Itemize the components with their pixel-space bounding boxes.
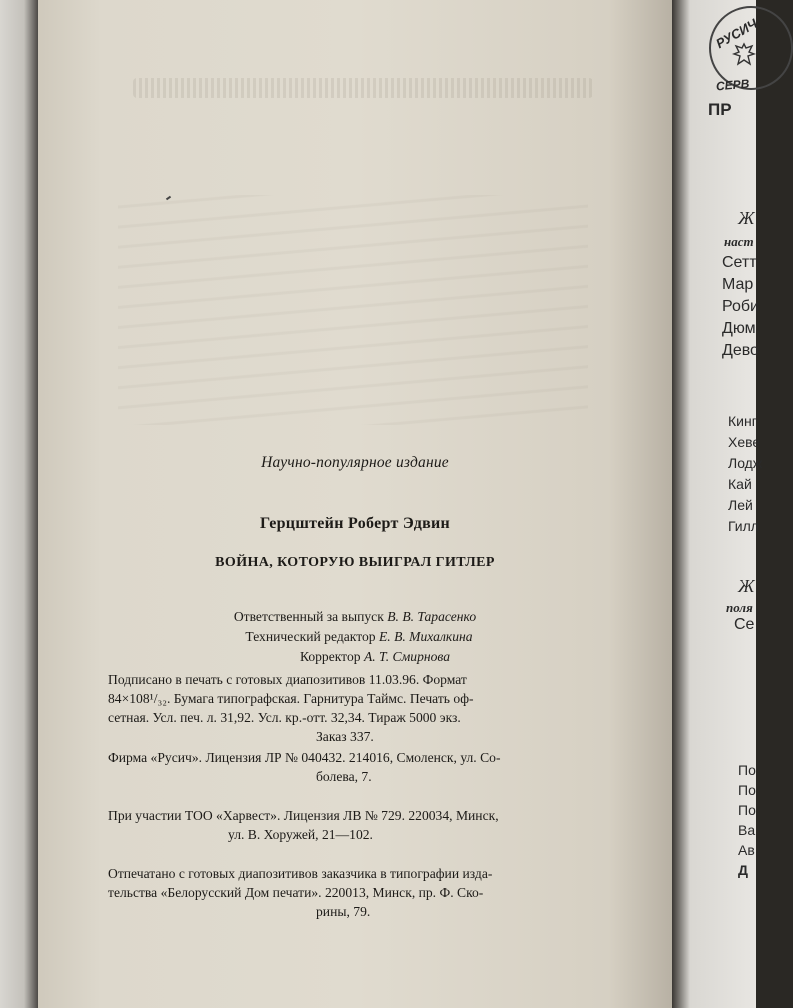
printed-info: Отпечатано с готовых диапозитивов заказчика в типографии изда- тельства «Белорусский Дом печати». 220013, Минск, пр. Ф. Ско- рины, 79. (108, 866, 493, 919)
list-item: По (738, 782, 756, 798)
list-item: Дюм (722, 320, 756, 337)
list-item: Гилл (728, 518, 759, 534)
section-label: Ж (738, 208, 755, 228)
next-page-edge (672, 0, 763, 1008)
list-item: Се (734, 616, 755, 633)
list-item: Кай (728, 476, 752, 492)
list-item: Кинг (728, 413, 757, 429)
section-sub: наст (724, 234, 754, 249)
participation-info: При участии ТОО «Харвест». Лицензия ЛВ № 729. 220034, Минск, ул. В. Хоружей, 21—102. (108, 808, 499, 842)
book-title: ВОЙНА, КОТОРУЮ ВЫИГРАЛ ГИТЛЕР (215, 555, 495, 570)
firm-info: Фирма «Русич». Лицензия ЛР № 040432. 214016, Смоленск, ул. Со- болева, 7. (108, 750, 501, 784)
imprint-page (38, 0, 672, 1008)
credit-line: Ответственный за выпуск В. В. Тарасенко (233, 609, 477, 624)
logo-text-top: РУСИЧ (713, 15, 760, 52)
section-sub: поля (726, 600, 753, 615)
bleed-through-text (118, 195, 588, 425)
list-item: По (738, 762, 756, 778)
list-item: Ав (738, 842, 755, 858)
list-item: Лодж (728, 455, 763, 471)
credits-block (38, 607, 672, 667)
previous-page-edge (0, 0, 40, 1008)
logo-text-bottom: СЕРВ (715, 76, 750, 94)
right-heading: ПР (708, 100, 732, 119)
list-item: По (738, 802, 756, 818)
list-item: Хеве (728, 434, 761, 450)
list-item: Д (738, 862, 748, 878)
list-item: Сетт (722, 254, 757, 271)
publication-type: Научно-популярное издание (261, 454, 449, 471)
credit-line: Технический редактор Е. В. Михалкина (245, 629, 473, 644)
list-item: Роби (722, 298, 759, 315)
list-item: Мар (722, 276, 754, 293)
book-author: Герцштейн Роберт Эдвин (259, 515, 451, 532)
list-item: Дево (722, 342, 759, 359)
list-item: Ва (738, 822, 756, 838)
list-item: Лей (728, 497, 753, 513)
eagle-icon (732, 42, 756, 70)
section-label: Ж (738, 576, 755, 596)
bleed-through-heading (133, 78, 593, 98)
credit-line: Корректор А. Т. Смирнова (299, 649, 451, 664)
printing-info: Подписано в печать с готовых диапозитивов 11.03.96. Формат 84×108¹/₃₂. Бумага типографская. Гарнитура Таймс. Печать оф- сетная. Усл. печ. л. 31,92. Усл. кр.-отт. 32,34. Тираж 5000 экз. Заказ 337. (108, 672, 474, 744)
